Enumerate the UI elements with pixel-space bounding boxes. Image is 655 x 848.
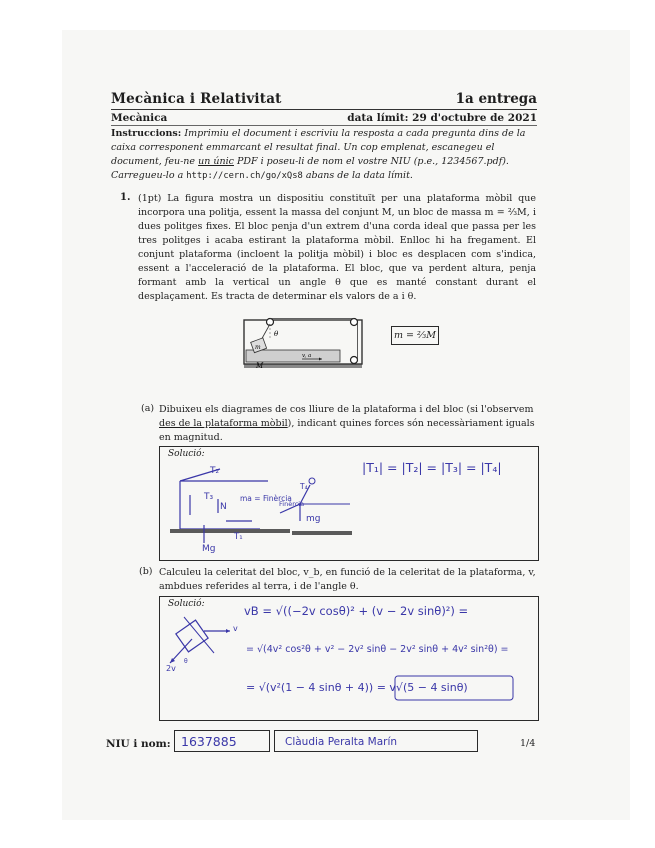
- solution-label-a: Solució:: [168, 449, 205, 459]
- subject-label: Mecànica: [111, 112, 168, 124]
- result-frame: [394, 674, 514, 702]
- block-pulley-sketch: [309, 478, 315, 484]
- name-field[interactable]: Clàudia Peralta Marín: [274, 730, 478, 752]
- hand-n: N: [220, 502, 227, 512]
- hand-theta: θ: [184, 658, 188, 665]
- hand-finercia: Finèrcia: [279, 500, 305, 508]
- platform-label: M: [256, 362, 264, 370]
- mass-relation-box: m = ⅔M: [391, 326, 439, 345]
- hand-t1: T₁: [234, 532, 243, 542]
- deadline-label: data límit: 29 d'octubre de 2021: [347, 112, 537, 124]
- block-label: m: [255, 344, 261, 351]
- upload-link[interactable]: http://cern.ch/go/xQs8: [186, 171, 303, 181]
- part-b-label: (b): [139, 566, 153, 577]
- niu-label: NIU i nom:: [106, 738, 171, 750]
- hand-line-1: vB = √((−2v cosθ)² + (v − 2v sinθ)²) =: [244, 604, 469, 618]
- instructions-text-2: PDF i poseu-li de nom el vostre NIU (p.e., 1234567.pdf). Carregueu-lo a: [111, 156, 509, 181]
- platform-ground-sketch: [170, 529, 290, 533]
- header-rule: [111, 109, 537, 110]
- hand-ma: ma = Finèrcia: [240, 494, 292, 503]
- pulley-figure: [236, 312, 376, 374]
- instructions-underlined: un únic: [198, 156, 234, 167]
- fixed-pulley-bottom: [351, 357, 358, 364]
- question-number: 1.: [120, 192, 131, 203]
- part-a-underlined: des de la plataforma mòbil: [159, 418, 288, 429]
- instructions-text-1: Imprimiu el document i escriviu la resposta a cada pregunta dins de la caixa corresponent emmarcant el resultat final. Un cop emplenat, escanegeu el document, feu-ne: [111, 128, 526, 167]
- hand-t2: T₂: [210, 466, 220, 476]
- hand-t4: T₄: [300, 482, 308, 491]
- hand-tension-equality: |T₁| = |T₂| = |T₃| = |T₄|: [362, 460, 502, 475]
- hand-line-3: = √(v²(1 − 4 sinθ + 4)) = v√(5 − 4 sinθ): [246, 681, 468, 694]
- block-ground-sketch: [292, 531, 352, 535]
- instructions-text-3: abans de la data límit.: [305, 170, 413, 181]
- motion-label: v, a: [302, 353, 312, 359]
- rope-sketch: [184, 617, 214, 653]
- hand-2v: 2v: [166, 664, 176, 673]
- part-a-text-after: ), indicant quines forces són necessàriament iguals en magnitud.: [159, 418, 535, 443]
- hand-mg-block: mg: [306, 514, 321, 524]
- hand-t3: T₃: [204, 492, 214, 502]
- v-arrow-head: [226, 629, 230, 633]
- header-rule-thin: [111, 125, 537, 126]
- part-a-text-before: Dibuixeu els diagrames de cos lliure de la plataforma i del bloc (si l'observem: [159, 404, 534, 415]
- question-text: [138, 192, 536, 304]
- hand-mg-platform: Mg: [202, 544, 216, 554]
- instructions-label: Instruccions:: [111, 128, 182, 139]
- block-sketch: [176, 620, 208, 652]
- question-points: (1pt): [138, 193, 162, 204]
- page-number: 1/4: [520, 738, 536, 749]
- question-statement: La figura mostra un dispositiu constituït per una plataforma mòbil que incorpora una politja, essent la massa del conjunt M, un bloc de massa m = ⅔M, i dues politges fixes. El bloc penja d'un extrem d'una corda ideal que passa per les tres politges i acaba estirant la plataforma mòbil. Enlloc hi ha fregament. El conjunt plataforma (incloent la politja mòbil) i bloc es desplacen com s'indica, essent a l'acceleració de la plataforma. El bloc, que va perdent altura, penja formant amb la vertical un angle θ que es manté constant durant el desplaçament. Es tracta de determinar els valors de a i θ.: [138, 193, 536, 302]
- assignment-title: 1a entrega: [455, 91, 537, 107]
- theta-label: θ: [274, 330, 279, 338]
- course-title: Mecànica i Relativitat: [111, 91, 282, 107]
- part-b-text: Calculeu la celeritat del bloc, v_b, en funció de la celeritat de la plataforma, v, ambdues referides al terra, i de l'angle θ.: [159, 567, 536, 592]
- part-a-text: [159, 403, 537, 445]
- instructions: [111, 127, 537, 183]
- hand-line-2: = √(4v² cos²θ + v² − 2v² sinθ − 2v² sinθ + 4v² sin²θ) =: [246, 644, 509, 655]
- platform-base: [246, 350, 340, 362]
- solution-label-b: Solució:: [168, 599, 205, 609]
- niu-field[interactable]: 1637885: [174, 730, 270, 752]
- part-a-label: (a): [141, 403, 155, 414]
- fixed-pulley-top: [351, 319, 358, 326]
- final-result-box: [395, 676, 513, 700]
- hand-v: v: [233, 624, 238, 633]
